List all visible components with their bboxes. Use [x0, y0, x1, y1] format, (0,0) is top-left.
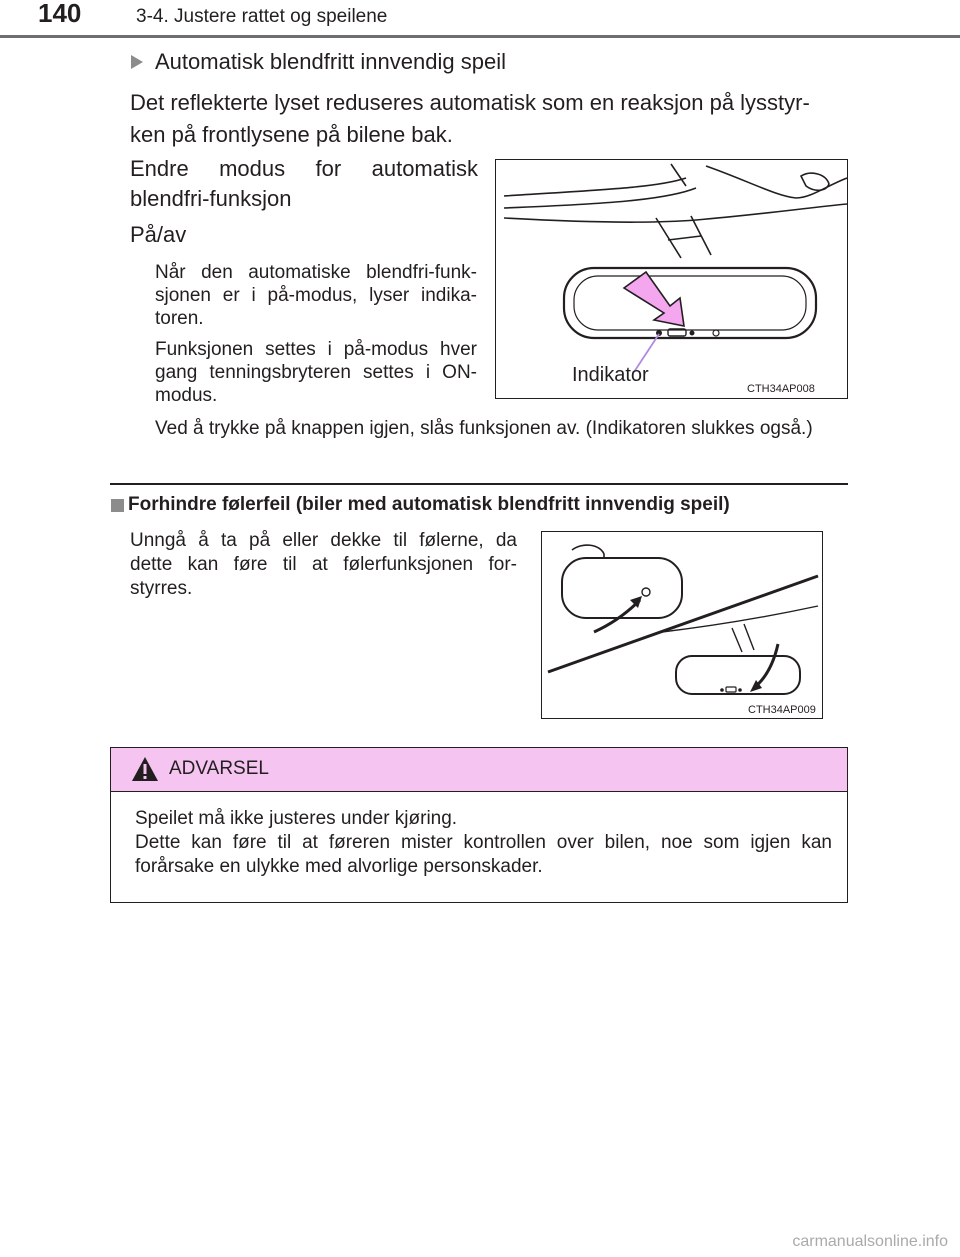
- intro-line-1: Det reflekterte lyset reduseres automatisk som en reaksjon på lysstyr-: [130, 90, 810, 115]
- on-off-label: På/av: [130, 222, 187, 247]
- change-mode-line-2: blendfri-funksjon: [130, 186, 292, 211]
- page-number: 140: [38, 0, 82, 28]
- sensor-illustration: [542, 532, 822, 718]
- section2-line-2: dette kan føre til at følerfunksjonen for-: [130, 554, 517, 575]
- warning-triangle-icon: [131, 756, 159, 782]
- note1-line-1: Når den automatiske blendfri-funk-: [155, 262, 477, 283]
- indicator-label: Indikator: [572, 364, 649, 386]
- watermark: carmanualsonline.info: [792, 1233, 948, 1250]
- warning-title: ADVARSEL: [169, 758, 269, 779]
- note2-line-1: Funksjonen settes i på-modus hver: [155, 339, 477, 360]
- mirror-illustration: [496, 160, 847, 398]
- note2-line-3: modus.: [155, 385, 218, 406]
- figure1-code: CTH34AP008: [747, 383, 815, 395]
- note1-line-2: sjonen er i på-modus, lyser indika-: [155, 285, 477, 306]
- warning-line-2: Dette kan føre til at føreren mister kontrollen over bilen, noe som igjen kan: [135, 832, 832, 853]
- section2-heading: Forhindre følerfeil (biler med automatisk blendfritt innvendig speil): [128, 494, 730, 515]
- warning-line-3: forårsake en ulykke med alvorlige personskader.: [135, 856, 543, 877]
- section-divider: [110, 483, 848, 485]
- header-rule: [0, 35, 960, 38]
- triangle-bullet-icon: [130, 54, 144, 70]
- note1-line-3: toren.: [155, 308, 204, 329]
- note2-line-2: gang tenningsbryteren settes i ON-: [155, 362, 477, 383]
- warning-line-1: Speilet må ikke justeres under kjøring.: [135, 808, 458, 829]
- figure2-code: CTH34AP009: [748, 704, 816, 716]
- intro-line-2: ken på frontlysene på bilene bak.: [130, 122, 453, 147]
- warning-header: [111, 748, 847, 792]
- change-mode-line-1: Endre modus for automatisk: [130, 156, 478, 181]
- figure-mirror-indicator: [495, 159, 848, 399]
- figure-sensors: [541, 531, 823, 719]
- square-marker-icon: [111, 499, 124, 512]
- section-heading: Automatisk blendfritt innvendig speil: [155, 49, 506, 74]
- section2-line-1: Unngå å ta på eller dekke til følerne, da: [130, 530, 517, 551]
- warning-box: [110, 747, 848, 903]
- note3: Ved å trykke på knappen igjen, slås funksjonen av. (Indikatoren slukkes også.): [155, 418, 813, 439]
- chapter-title: 3-4. Justere rattet og speilene: [136, 6, 388, 27]
- section2-line-3: styrres.: [130, 578, 193, 599]
